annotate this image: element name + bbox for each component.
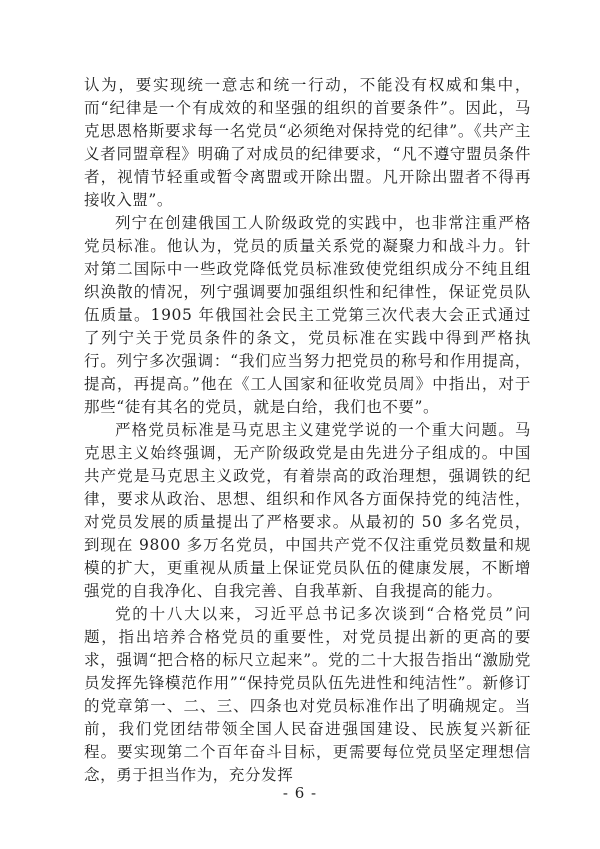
paragraph-continuation: 认为，要实现统一意志和统一行动，不能没有权威和集中，而“纪律是一个有成效的和坚强的组织的首要条件”。因此，马克思恩格斯要求每一名党员“必须绝对保持党的纪律”。《共产主义者同盟章程》明确了对成员的纪律要求，“凡不遵守盟员条件者，视情节轻重或暂令离盟或开除出盟。凡开除出盟者不得再接收入盟”。 (84, 76, 531, 209)
paragraph-18th-congress: 党的十八大以来，习近平总书记多次谈到“合格党员”问题，指出培养合格党员的重要性，对党员提出新的更高的要求，强调“把合格的标尺立起来”。党的二十大报告指出“激励党员发挥先锋模范作用”“保持党员队伍先进性和纯洁性”。新修订的党章第一、二、三、四条也对党员标准作出了明确规定。当前，我们党团结带领全国人民奋进强国建设、民族复兴新征程。要实现第二个百年奋斗目标，更需要每位党员坚定理想信念，勇于担当作为，充分发挥 (84, 605, 531, 784)
paragraph-lenin-standards: 列宁在创建俄国工人阶级政党的实践中，也非常注重严格党员标准。他认为，党员的质量关系党的凝聚力和战斗力。针对第二国际中一些政党降低党员标准致使党组织成分不纯且组织涣散的情况，列宁强调要加强组织性和纪律性，保证党员队伍质量。1905 年俄国社会民主工党第三次代表大会正式通过了列宁关于党员条件的条文，党员标准在实践中得到严格执行。列宁多次强调：“我们应当努力把党员的称号和作用提高，提高，再提高。”他在《工人国家和征收党员周》中指出，对于那些“徒有其名的党员，就是白给，我们也不要”。 (84, 214, 531, 416)
document-body (84, 74, 531, 787)
paragraph-marxist-party-building: 严格党员标准是马克思主义建党学说的一个重大问题。马克思主义始终强调，无产阶级政党是由先进分子组成的。中国共产党是马克思主义政党，有着崇高的政治理想，强调铁的纪律，要求从政治、思想、组织和作风各方面保持党的纯洁性，对党员发展的质量提出了严格要求。从最初的 50 多名党员，到现在 9800 多万名党员，中国共产党不仅注重党员数量和规模的扩大，更重视从质量上保证党员队伍的健康发展，不断增强党的自我净化、自我完善、自我革新、自我提高的能力。 (84, 421, 531, 600)
page-number: - 6 - (282, 784, 318, 802)
